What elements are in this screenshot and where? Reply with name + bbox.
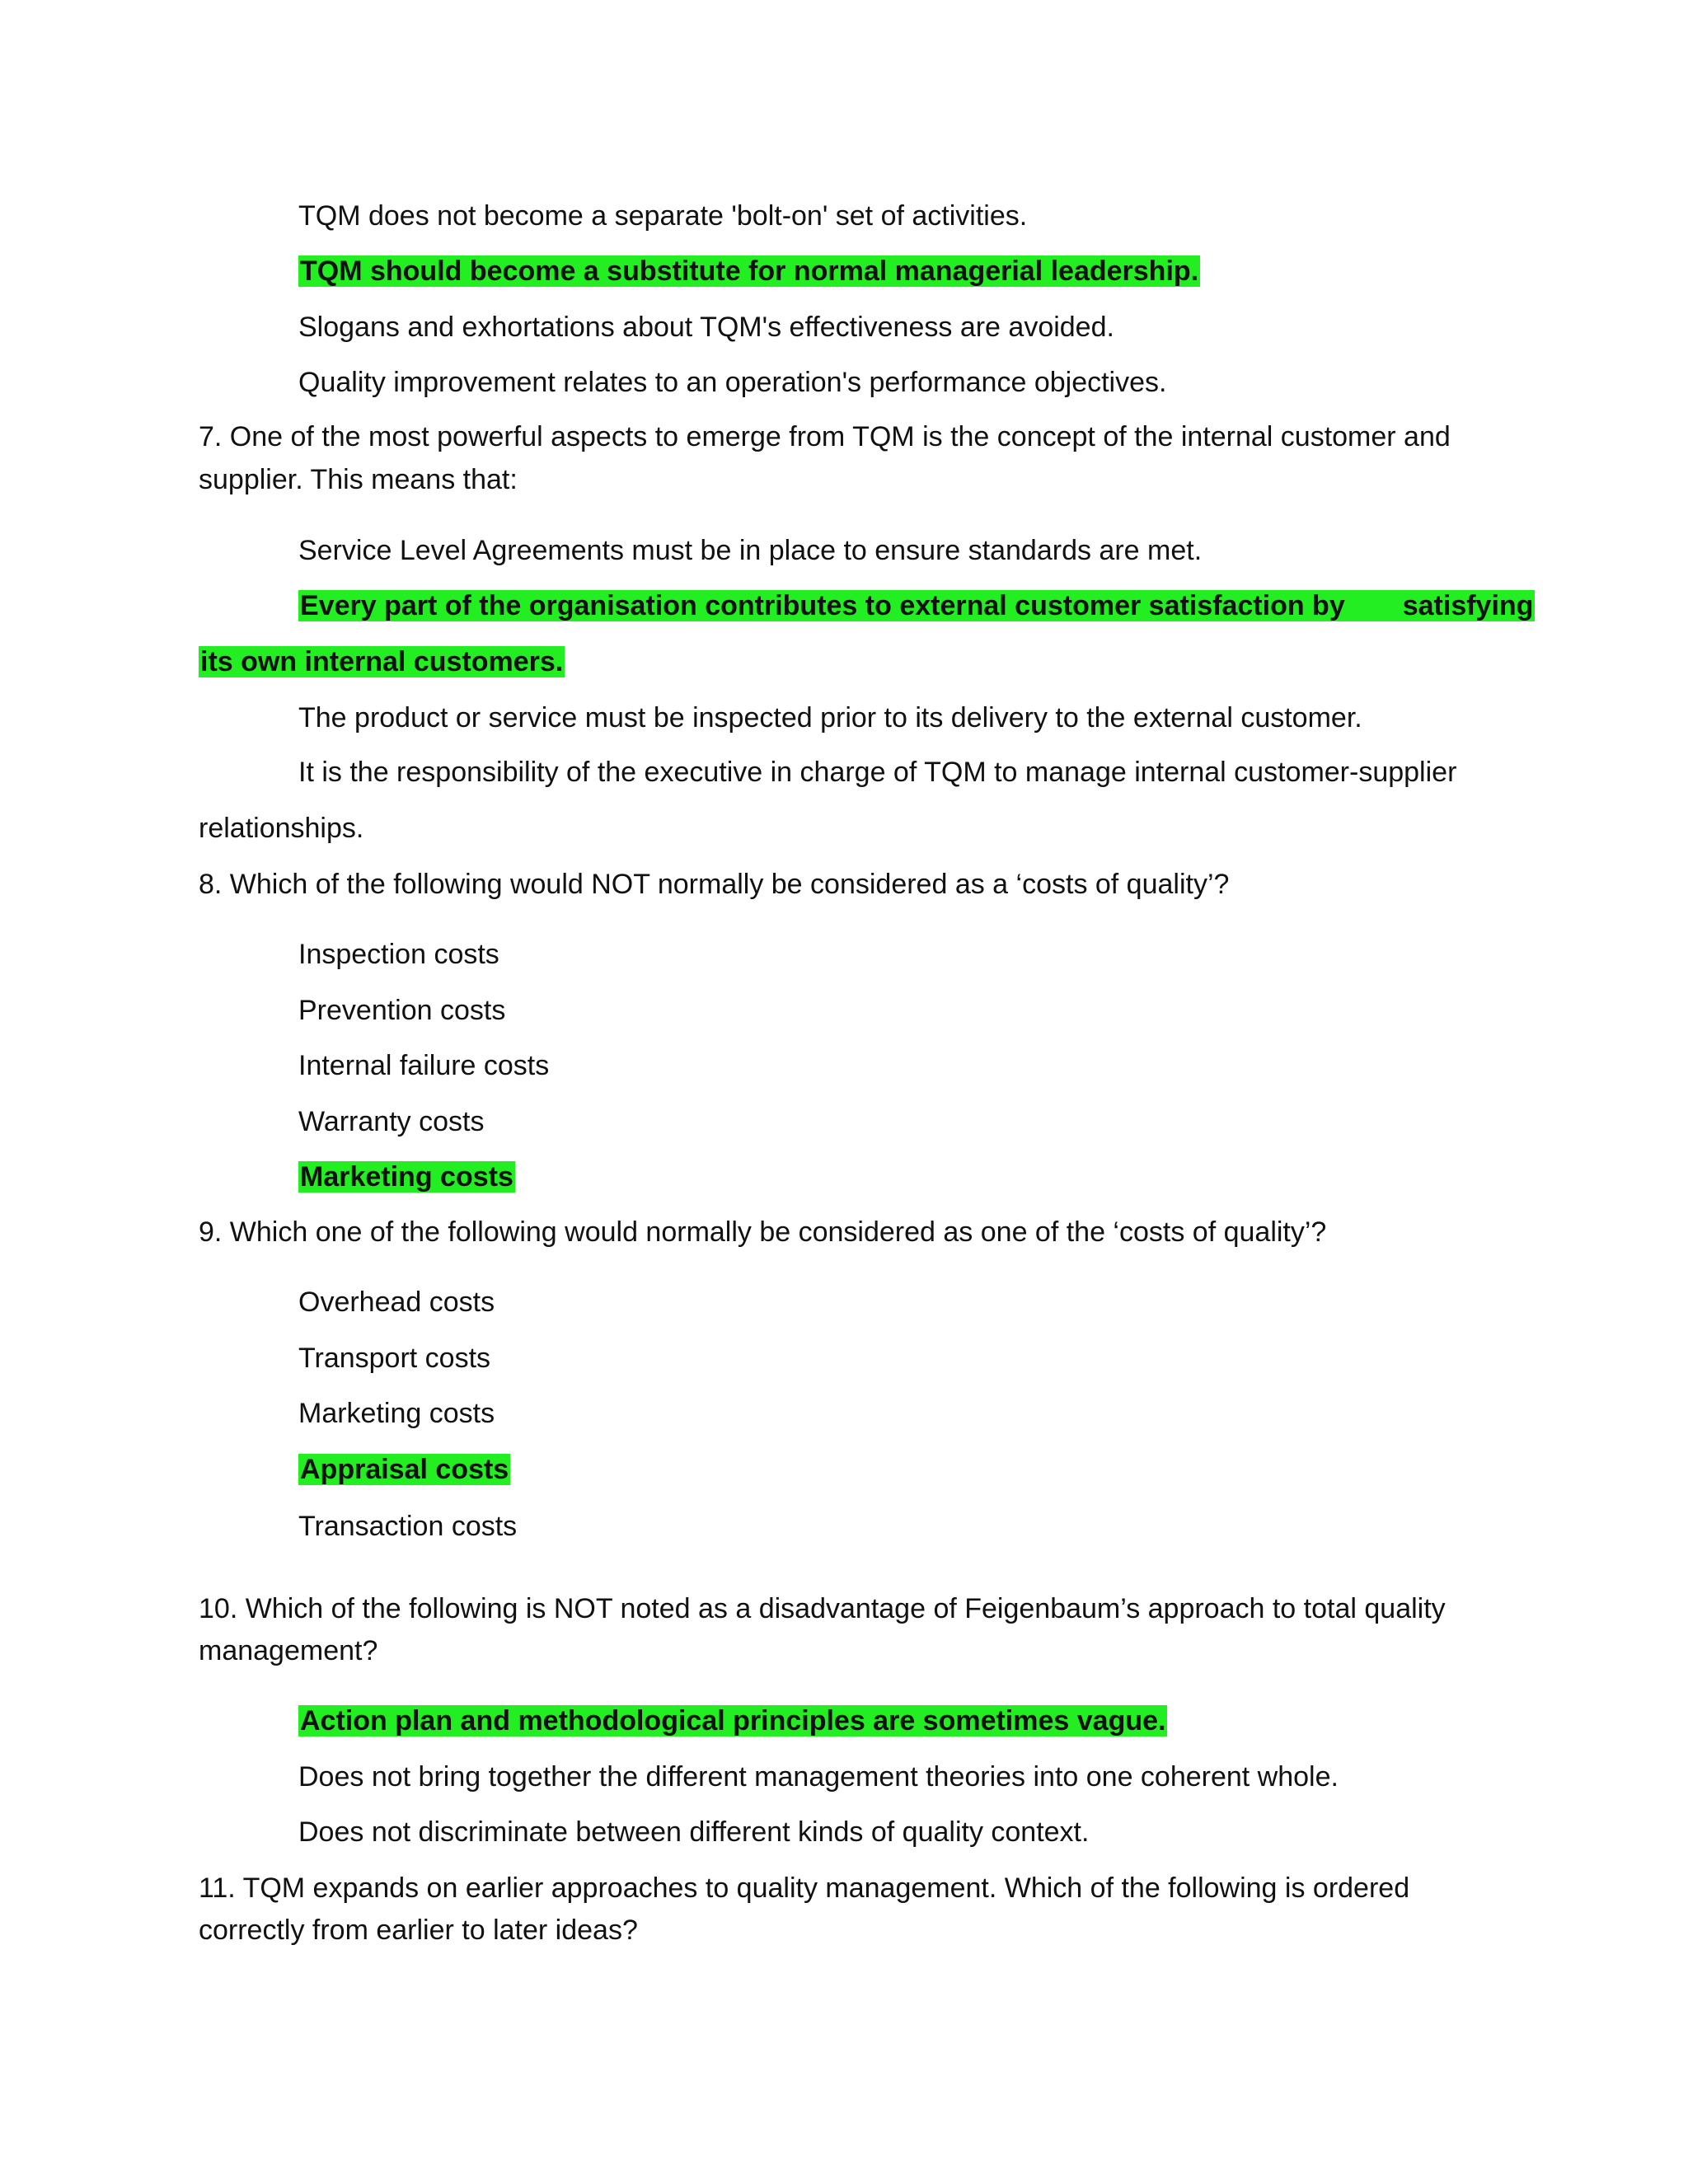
q8-option-2: Prevention costs: [298, 995, 506, 1026]
q9-option-2: Transport costs: [298, 1343, 491, 1374]
q10-question-line-2: management?: [199, 1635, 378, 1666]
q6-option-2-answer: [298, 254, 1200, 288]
q7-option-2-answer-line-2: [199, 644, 565, 679]
q10-option-2: Does not bring together the different management theories into one coherent whole.: [298, 1761, 1339, 1793]
q8-option-3: Internal failure costs: [298, 1050, 550, 1081]
q9-option-3: Marketing costs: [298, 1398, 495, 1429]
q7-option-2-answer-line-1: [298, 588, 1535, 623]
answer-highlight: Marketing costs: [300, 1161, 513, 1193]
q7-option-1: Service Level Agreements must be in place to ensure standards are met.: [298, 535, 1203, 566]
q6-option-3: Slogans and exhortations about TQM's effectiveness are avoided.: [298, 312, 1114, 343]
q7-option-3: The product or service must be inspected prior to its delivery to the external customer.: [298, 702, 1362, 733]
answer-highlight: Appraisal costs: [300, 1454, 509, 1485]
q10-option-1-answer: [298, 1704, 1167, 1738]
q9-option-4-answer: [298, 1452, 510, 1487]
q11-question-line-1: 11. TQM expands on earlier approaches to quality management. Which of the following is ordered: [199, 1872, 1410, 1904]
q7-question-line-1: 7. One of the most powerful aspects to emerge from TQM is the concept of the internal customer and: [199, 421, 1451, 452]
q10-question-line-1: 10. Which of the following is NOT noted as a disadvantage of Feigenbaum’s approach to total quality: [199, 1593, 1446, 1624]
q9-question: 9. Which one of the following would normally be considered as one of the ‘costs of quality’?: [199, 1216, 1327, 1248]
q9-option-5: Transaction costs: [298, 1511, 518, 1542]
answer-text: Every part of the organisation contributes to external customer satisfaction by: [300, 590, 1345, 621]
q7-option-4-line-2: relationships.: [199, 813, 364, 844]
answer-highlight: its own internal customers.: [200, 646, 564, 677]
q8-option-4: Warranty costs: [298, 1106, 485, 1137]
answer-highlight: TQM should become a substitute for normal managerial leadership.: [300, 255, 1199, 287]
q6-option-1: TQM does not become a separate 'bolt-on' set of activities.: [298, 200, 1028, 232]
answer-highlight: Action plan and methodological principles are sometimes vague.: [300, 1705, 1166, 1736]
q10-option-3: Does not discriminate between different kinds of quality context.: [298, 1816, 1090, 1848]
q6-option-4: Quality improvement relates to an operation's performance objectives.: [298, 367, 1167, 398]
q7-option-4-line-1: It is the responsibility of the executive in charge of TQM to manage internal customer-supplier: [298, 757, 1457, 788]
q8-question: 8. Which of the following would NOT normally be considered as a ‘costs of quality’?: [199, 869, 1230, 900]
answer-text-end: satisfying: [1402, 590, 1534, 621]
q8-option-5-answer: [298, 1160, 515, 1194]
q8-option-1: Inspection costs: [298, 939, 499, 970]
q11-question-line-2: correctly from earlier to later ideas?: [199, 1915, 638, 1946]
q9-option-1: Overhead costs: [298, 1286, 495, 1318]
answer-highlight: [298, 590, 1535, 621]
q7-question-line-2: supplier. This means that:: [199, 464, 518, 495]
